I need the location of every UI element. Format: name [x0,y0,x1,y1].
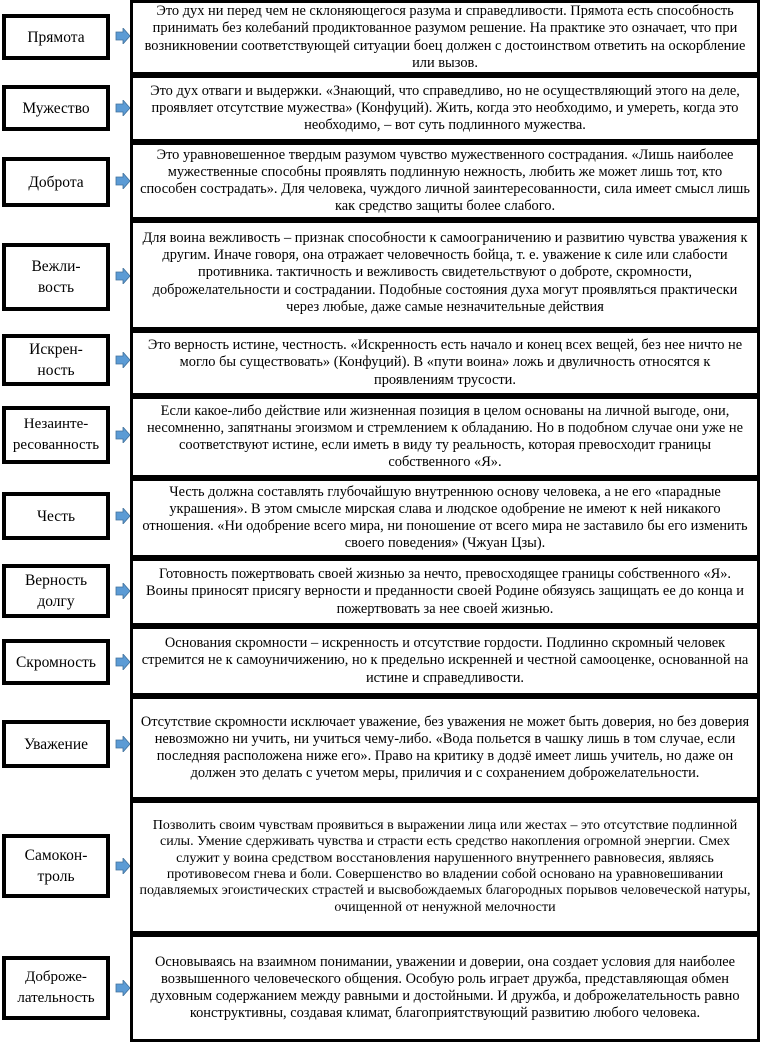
virtue-label-text: Скромность [15,653,97,671]
virtue-label [2,834,110,898]
arrow-right-icon [115,427,131,443]
arrow-right-icon [115,736,131,752]
virtue-description-text: Если какое-либо действие или жизненная позиция в целом основаны на личной выгоде, они, несомненно, запятнаны эгоизмом и стремлением к обладанию. Но в подобном случае они уже не соответствуют истине, если иметь в виду ту реальность, которая превосходит границы собственного «Я». [146,402,744,471]
virtue-description-text: Это верность истине, честность. «Искренность есть начало и конец всех вещей, без нее ничто не могло бы существовать» (Конфуций). В «пути воина» ложь и двуличность относятся к проявлениям трусости. [147,337,743,388]
arrow-right-icon [115,352,131,368]
virtue-label [2,492,110,540]
virtue-row [0,558,760,626]
arrow-right-icon [115,173,131,189]
virtue-label [2,85,110,131]
virtue-label [2,14,110,60]
virtue-description-text: Позволить своим чувствам проявиться в выражении лица или жестах – это отсутствие подлинной силы. Умение сдерживать чувства и страсти есть средство накопления огромной энергии. Смех служит у воина средством восстановления нарушенного внутреннего равновесия, являясь противовесом гнева и боли. Совершенство во владении собой основано на уравновешивании подавляемых эгоистических страстей и высвобождаемых благородных порывов человеческой натуры, очищенной от ненужной мелочности [139,817,751,915]
virtue-description-text: Честь должна составлять глубочайшую внутреннюю основу человека, а не его «парадные украшения». В этом смысле мирская слава и людское одобрение не имеют к ней никакого отношения. «Ни одобрение всего мира, ни поношение от всего мира не заставило бы его изменить своего поведения» (Чжуан Цзы). [142,483,748,552]
virtue-label [2,406,110,464]
virtue-label-text: Верность долгу [24,572,88,610]
virtue-description [130,626,760,696]
arrow-right-icon [115,654,131,670]
virtue-label-text: Доброта [28,173,84,191]
virtue-description-text: Основания скромности – искренность и отсутствие гордости. Подлинно скромный человек стремится не к самоуничижению, но к предельно искренней и честной самооценке, основанной на истине и справедливости. [141,635,749,686]
virtue-label-text: Мужество [22,99,90,117]
virtue-description [130,220,760,330]
arrow-right-icon [115,28,131,44]
virtue-description-text: Основываясь на взаимном понимании, уважении и доверии, она создает условия для наиболее возвышенного человеческого общения. Особую роль играет дружба, представляющая обмен духовным содержанием между равными и достойными. И дружба, и доброжелательность равно конструктивны, создавая климат, благоприятствующий развитию любого человека. [150,953,740,1022]
virtue-label [2,334,110,386]
arrow-right-icon [115,980,131,996]
virtue-row [0,934,760,1042]
virtue-label [2,720,110,768]
virtue-row [0,626,760,696]
virtue-row [0,330,760,396]
arrow-right-icon [115,508,131,524]
virtue-description [130,558,760,626]
virtue-label-text: Уважение [23,735,89,753]
virtue-description [130,75,760,142]
virtue-description [130,934,760,1042]
virtue-description [130,142,760,220]
virtue-description [130,478,760,558]
virtue-row [0,0,760,75]
arrow-right-icon [115,583,131,599]
virtue-description-text: Это дух отваги и выдержки. «Знающий, что справедливо, но не осуществляющий этого на деле, проявляет отсутствие мужества» (Конфуций). Жить, когда это необходимо, и умереть, когда это необходимо, – вот суть подлинного мужества. [150,82,740,134]
virtue-label [2,564,110,618]
virtue-label-text: Искрен- ность [29,341,83,379]
virtue-row [0,75,760,142]
virtue-label-text: Незаинте- ресованность [12,416,100,453]
virtue-label [2,243,110,311]
arrow-right-icon [115,858,131,874]
virtue-description [130,800,760,934]
virtue-row [0,396,760,478]
virtue-row [0,478,760,558]
virtue-label-text: Доброже- лательность [17,969,95,1006]
virtue-description [130,330,760,396]
virtue-description [130,396,760,478]
virtue-row [0,800,760,934]
virtue-description [130,696,760,800]
virtue-label-text: Самокон- троль [24,847,88,885]
virtue-row [0,220,760,330]
virtue-description-text: Для воина вежливость – признак способности к самоограничению и развитию чувства уважения к другим. Иначе говоря, она отражает человечность бойца, т. е. уважение к силе или слабости противника. тактичность и вежливость свидетельствуют о доброте, скромности, доброжелательности и сострадании. Подобные состояния духа могут проявляться практически через любые, даже самые незначительные действия [142,230,748,315]
arrow-right-icon [115,268,131,284]
virtue-description-text: Готовность пожертвовать своей жизнью за нечто, превосходящее границы собственного «Я». Воины приносят присягу верности и преданности своей Родине обязуясь защищать ее до конца и пожертвовать за нее своей жизнью. [146,566,744,617]
virtue-description-text: Это уравновешенное твердым разумом чувство мужественного сострадания. «Лишь наиболее мужественные способны проявлять подлинную нежность, любить же может лишь тот, кто способен сострадать». Для человека, чуждого личной заинтересованности, сила имеет смысл лишь как средство защиты более слабого. [140,146,750,215]
virtue-label-text: Вежли- вость [31,258,81,296]
virtue-label [2,157,110,207]
virtue-description-text: Отсутствие скромности исключает уважение, без уважения не может быть доверия, но без доверия невозможно ни учить, ни учиться чему-либо. «Вода польется в чашку лишь в том случае, если последняя расположена ниже его». Право на критику в додзё имеет лишь учитель, но даже он должен это делать с учетом меры, приличия и с сохранением доброжелательности. [140,713,750,782]
virtue-row [0,696,760,800]
virtue-row [0,142,760,220]
virtue-label [2,956,110,1020]
virtue-description [130,0,760,75]
virtue-label-text: Честь [36,507,76,525]
arrow-right-icon [115,100,131,116]
virtue-label [2,639,110,685]
virtue-label-text: Прямота [27,28,85,46]
virtue-description-text: Это дух ни перед чем не склоняющегося разума и справедливости. Прямота есть способность принимать без колебаний продиктованное разумом решение. На практике это означает, что при возникновении соответствующей ситуации боец должен с достоинством ответить на оскорбление или вызов. [144,3,746,71]
